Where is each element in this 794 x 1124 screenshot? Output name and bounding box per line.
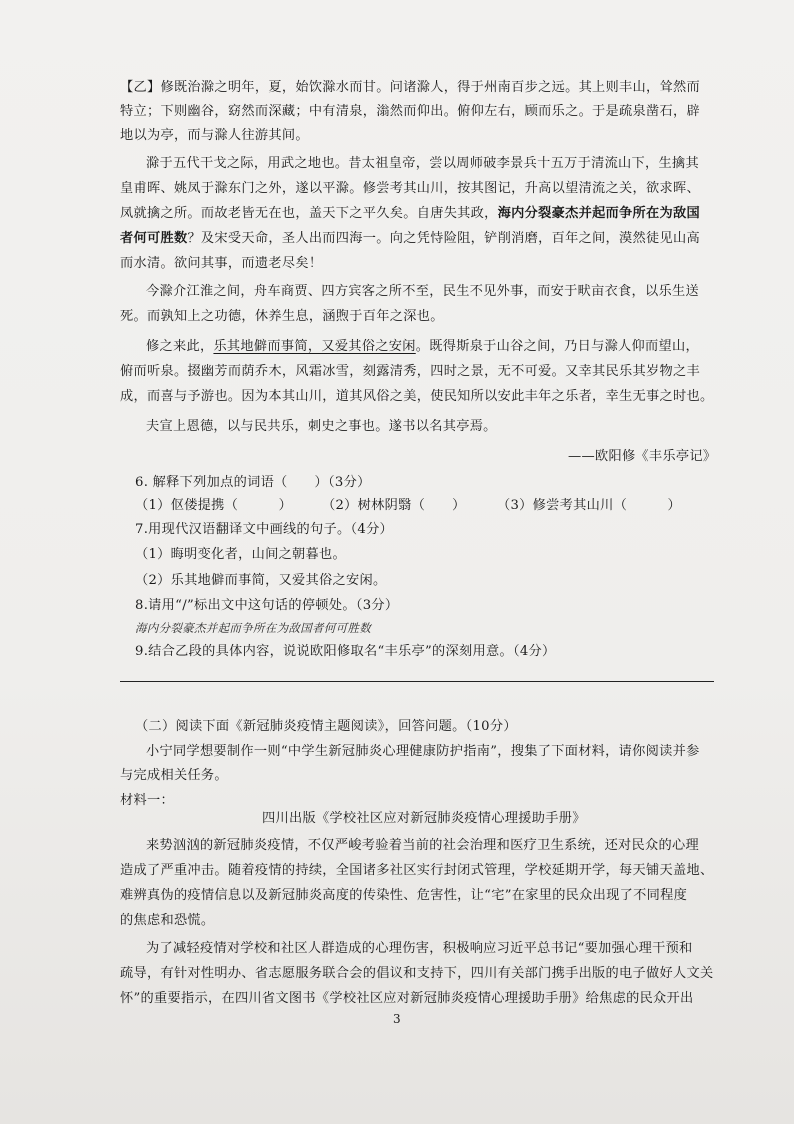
passage-text: 。既得斯泉于山谷之间，乃日与滁人仰而望山， [415,339,699,354]
passage-line: 夫宣上恩德，以与民共乐，刺史之事也。遂书以名其亭焉。 [146,419,497,434]
passage-line [120,230,700,247]
passage-line: 特立；下则幽谷，窈然而深藏；中有清泉，滃然而仰出。俯仰左右，顾而乐之。于是疏泉凿石，辟 [120,104,700,119]
section-heading: （二）阅读下面《新冠肺炎疫情主题阅读》，回答问题。（10分） [135,719,517,734]
passage-line: 皇甫晖、姚凤于滁东门之外，遂以平滁。修尝考其山川，按其图记，升高以望清流之关，欲求晖、 [120,181,700,196]
material-line: 为了减轻疫情对学校和社区人群造成的心理伤害，积极响应习近平总书记“要加强心理干预和 [146,941,693,956]
material-title: 四川出版《学校社区应对新冠肺炎疫情心理援助手册》 [262,811,586,826]
question-7-item-1: （1）晦明变化者，山间之朝暮也。 [135,547,347,562]
passage-line [146,338,699,355]
material-line: 造成了严重冲击。随着疫情的持续，全国诸多社区实行封闭式管理，学校延期开学，每天铺天盖地、 [120,863,714,878]
question-8: 8.请用“/”标出文中这句话的停顿处。（3分） [135,598,399,613]
material-line: 疏导，有针对性明办、省志愿服务联合会的倡议和支持下，四川有关部门携手出版的电子做好人文关 [120,966,714,981]
material-line: 的焦虑和恐慌。 [120,913,215,928]
question-7-item-2: （2）乐其地僻而事简，又爱其俗之安闲。 [135,573,387,588]
question-6: 6. 解释下列加点的词语（ ）（3分） [135,475,371,490]
question-9: 9.结合乙段的具体内容，说说欧阳修取名“丰乐亭”的深刻用意。（4分） [135,644,556,659]
passage-line: 今滁介江淮之间，舟车商贾、四方宾客之所不至，民生不见外事，而安于畎亩衣食，以乐生送 [146,284,699,299]
divider-line [120,681,714,682]
question-6-item-2: （2）树林阴翳（ ） [322,498,466,513]
bold-sentence: 者何可胜数 [120,231,188,246]
passage-line: 成，而喜与予游也。因为本其山川，道其风俗之美，使民知所以安此丰年之乐者，幸生无事之时也。 [120,389,714,404]
intro-line: 小宁同学想要制作一则“中学生新冠肺炎心理健康防护指南”，搜集了下面材料，请你阅读并参 [146,744,700,759]
material-line: 难辨真伪的疫情信息以及新冠肺炎高度的传染性、危害性，让“宅”在家里的民众出现了不同程度 [120,888,688,903]
passage-line: 死。而孰知上之功德，休养生息，涵煦于百年之深也。 [120,309,444,324]
bold-sentence: 海内分裂豪杰并起而争所在为敌国 [497,206,700,221]
passage-line [120,205,700,222]
question-8-sentence: 海内分裂豪杰并起而争所在为敌国者何可胜数 [135,621,371,635]
question-6-item-3: （3）修尝考其山川（ ） [497,498,682,513]
material-line: 来势汹汹的新冠肺炎疫情，不仅严峻考验着当前的社会治理和医疗卫生系统，还对民众的心理 [146,838,699,853]
passage-line: 地以为亭，而与滁人往游其间。 [120,128,309,143]
passage-line: 而水清。欲问其事，而遗老尽矣！ [120,256,323,271]
intro-line: 与完成相关任务。 [120,768,228,783]
passage-line: 俯而听泉。掇幽芳而荫乔木，风霜冰雪，刻露清秀，四时之景，无不可爱。又幸其民乐其岁物之丰 [120,364,700,379]
passage-line: 滁于五代干戈之际，用武之地也。昔太祖皇帝，尝以周师破李景兵十五万于清流山下，生擒其 [146,156,699,171]
question-6-item-1: （1）伛偻提携（ ） [135,498,293,513]
material-label: 材料一： [120,793,174,808]
passage-line: 【乙】修既治滁之明年，夏，始饮滁水而甘。问诸滁人，得于州南百步之远。其上则丰山，耸然而 [120,80,700,95]
passage-text: ？及宋受天命，圣人出而四海一。向之凭恃险阻，铲削消磨，百年之间，漠然徒见山高 [187,231,700,246]
passage-text: 修之来此， [146,339,214,354]
passage-text: 凤就擒之所。而故老皆无在也，盖天下之平久矣。自唐失其政， [120,206,498,221]
material-line: 怀”的重要指示，在四川省文图书《学校社区应对新冠肺炎疫情心理援助手册》给焦虑的民众开出 [120,991,694,1006]
source-citation: ——欧阳修《丰乐亭记》 [568,449,717,464]
page-number: 3 [393,1012,401,1026]
question-7: 7.用现代汉语翻译文中画线的句子。（4分） [135,522,394,537]
underlined-sentence: 乐其地僻而事简，又爱其俗之安闲 [213,339,416,354]
